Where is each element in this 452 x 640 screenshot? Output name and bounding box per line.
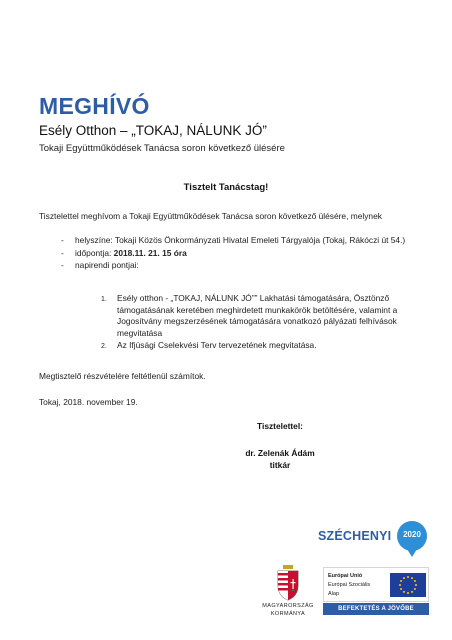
document-subtitle: Esély Otthon – „TOKAJ, NÁLUNK JÓ” <box>39 123 267 138</box>
signatory-title: titkár <box>269 460 291 470</box>
szechenyi-2020-logo <box>318 521 428 553</box>
szechenyi-logo-text: SZÉCHENYI <box>318 529 392 543</box>
location-item <box>61 235 411 247</box>
agenda-item <box>101 293 401 339</box>
salutation: Tisztelt Tanácstag! <box>183 182 269 193</box>
agenda-label: napirendi pontjai: <box>75 260 139 270</box>
time-value: 2018.11. 21. 15 óra <box>113 247 187 258</box>
document-subline: Tokaji Együttműködések Tanácsa soron következő ülésére <box>39 143 285 154</box>
szechenyi-badge-icon <box>397 521 427 551</box>
agenda-item <box>101 340 401 352</box>
agenda-item-number: 1. <box>101 296 107 303</box>
place-date: Tokaj, 2018. november 19. <box>39 397 138 407</box>
time-label: időpontja: <box>75 247 112 258</box>
eu-label-line3: Alap <box>328 591 340 597</box>
closing-line: Megtisztelő részvételére feltétlenül számítok. <box>39 371 206 381</box>
meeting-details-list <box>61 235 411 273</box>
eu-logo-box <box>323 567 429 602</box>
agenda-item-number: 2. <box>101 343 107 350</box>
agenda-list <box>101 293 401 353</box>
agenda-item-text: Az Ifjúsági Cselekvési Terv tervezetének megvitatása. <box>117 340 317 350</box>
signatory-name: dr. Zelenák Ádám <box>245 448 315 458</box>
eu-flag-icon <box>390 573 426 597</box>
hungarian-coat-of-arms-icon <box>275 565 301 601</box>
intro-paragraph: Tisztelettel meghívom a Tokaji Együttműködések Tanácsa soron következő ülésére, melynek <box>39 211 382 221</box>
location-value: Tokaji Közös Önkormányzati Hivatal Emeleti Tárgyalója (Tokaj, Rákóczi út 54.) <box>114 235 406 245</box>
eu-label-line2: Európai Szociális <box>328 582 371 588</box>
szechenyi-year: 2020 <box>403 530 421 539</box>
document-title: MEGHÍVÓ <box>39 93 150 119</box>
agenda-label-item <box>61 260 411 272</box>
time-item <box>61 248 411 260</box>
location-label: helyszíne: <box>75 235 113 245</box>
agenda-item-text: Esély otthon - „TOKAJ, NÁLUNK JÓ”” Lakhatási támogatására, Ösztönző támogatásának keretében meghirdetett munkakörök betöltésére, valamint a Jogosítvány megszerzésének támogatására vonatkozó pályázati felhívások megvitatása <box>117 293 398 338</box>
signature-greeting: Tisztelettel: <box>257 421 303 431</box>
eu-label-line1: Európai Unió <box>328 573 363 579</box>
investing-future-banner: BEFEKTETÉS A JÖVŐBE <box>323 603 429 615</box>
government-label-line1: MAGYARORSZÁG <box>262 603 314 609</box>
government-label-line2: KORMÁNYA <box>270 611 306 617</box>
